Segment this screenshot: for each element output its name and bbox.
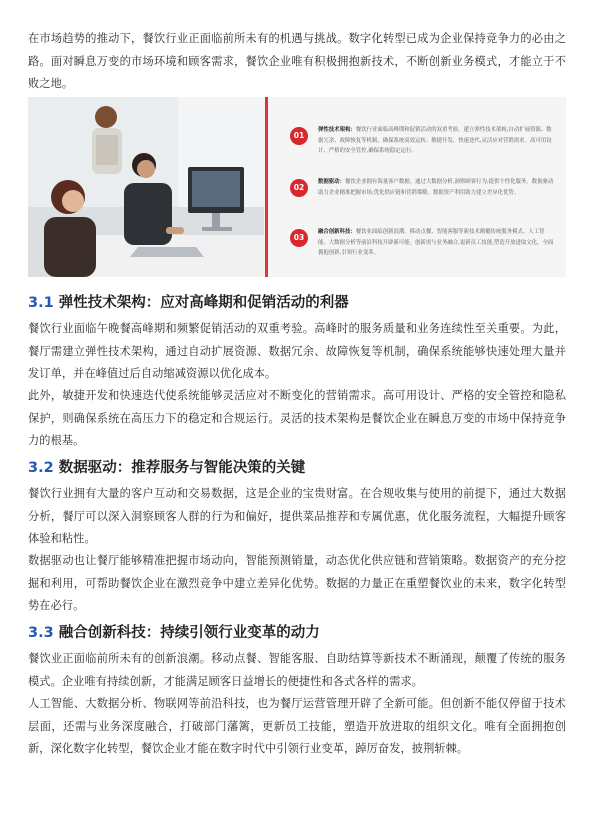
section-3-2-paragraph-1: 餐饮行业拥有大量的客户互动和交易数据，这是企业的宝贵财富。在合规收集与使用的前提下，通过大数据分析，餐厅可以深入洞察顾客人群的行为和偏好，提供菜品推荐和专属优惠，优化服务流程，大幅提升顾客体验和粘性。 <box>28 487 566 545</box>
section-3-3-paragraph-1: 餐饮业正面临前所未有的创新浪潮。移动点餐、智能客服、自助结算等新技术不断涌现，颠覆了传统的服务模式。企业唯有持续创新，才能满足顾客日益增长的便捷性和各式各样的需求。 <box>28 652 566 688</box>
hero-item-text: 餐饮业面临创新浪潮。移动点餐、智能客服等新技术颠覆传统服务模式。人工智能、大数据分析等前沿科技开辟新可能。创新需与业务融合,更新员工技能,塑造开放进取文化。全面拥抱创新,引领行业变革。 <box>318 229 554 256</box>
hero-item-title: 数据驱动： <box>318 179 345 185</box>
section-number: 3.1 <box>28 295 54 311</box>
hero-item-text: 餐饮行业面临高峰期和促销活动的双重考验。建立弹性技术架构,自动扩展资源、数据冗余、故障恢复等机制，确保系统高效运转。敏捷开发、快速迭代,灵活应对营销需求。高可用设计、严格的安全管控,确保系统稳定运行。 <box>318 127 552 154</box>
number-badge: 03 <box>290 229 308 247</box>
number-badge: 02 <box>290 179 308 197</box>
section-heading-3-1 <box>28 293 566 313</box>
section-heading-3-2 <box>28 458 566 478</box>
hero-item-text: 餐饮企业拥有海量客户数据。通过大数据分析,洞察顾客行为,提供个性化服务。数据驱动助力企业精准把握市场,优化供应链和营销策略。数据资产利用助力建立差异化优势。 <box>318 179 554 196</box>
section-3-1-paragraph-1: 餐饮行业面临午晚餐高峰期和频繁促销活动的双重考验。高峰时的服务质量和业务连续性至关重要。为此，餐厅需建立弹性技术架构，通过自动扩展资源、数据冗余、故障恢复等机制，确保系统能够快速处理大量并发订单，并在峰值过后自动缩减资源以优化成本。 <box>28 322 566 380</box>
section-title: 融合创新科技：持续引领行业变革的动力 <box>58 625 320 641</box>
office-team-illustration <box>28 97 264 277</box>
hero-text-panel <box>268 97 566 277</box>
hero-item-title: 融合创新科技： <box>318 229 356 235</box>
section-number: 3.3 <box>28 625 54 641</box>
section-3-3-paragraph-2: 人工智能、大数据分析、物联网等前沿科技，也为餐厅运营管理开辟了全新可能。但创新不能仅停留于技术层面，还需与业务深度融合，打破部门藩篱，更新员工技能，塑造开放进取的组织文化。唯有全面拥抱创新，深化数字化转型，餐饮企业才能在数字时代中引领行业变革，踔厉奋发，披荆斩棘。 <box>28 697 566 755</box>
team-photo <box>28 97 264 277</box>
section-number: 3.2 <box>28 460 54 476</box>
section-title: 数据驱动：推荐服务与智能决策的关键 <box>58 460 306 476</box>
number-badge: 01 <box>290 127 308 145</box>
section-heading-3-3 <box>28 623 566 643</box>
hero-figure <box>28 97 566 277</box>
intro-paragraph: 在市场趋势的推动下，餐饮行业正面临前所未有的机遇与挑战。数字化转型已成为企业保持竞争力的必由之路。面对瞬息万变的市场环境和顾客需求，餐饮企业唯有积极拥抱新技术，不断创新业务模式，才能立于不败之地。 <box>28 32 566 90</box>
section-title: 弹性技术架构：应对高峰期和促销活动的利器 <box>58 295 349 311</box>
section-3-1-paragraph-2: 此外，敏捷开发和快速迭代使系统能够灵活应对不断变化的营销需求。高可用设计、严格的安全管控和隐私保护，则确保系统在高压力下的稳定和合规运行。灵活的技术架构是餐饮企业在瞬息万变的市场中保持竞争力的根基。 <box>28 389 566 447</box>
hero-item-title: 弹性技术架构： <box>318 127 356 133</box>
section-3-2-paragraph-2: 数据驱动也让餐厅能够精准把握市场动向，智能预测销量，动态优化供应链和营销策略。数据资产的充分挖掘和利用，可帮助餐饮企业在激烈竞争中建立差异化优势。数据的力量正在重塑餐饮业的未来，数字化转型势在必行。 <box>28 554 566 612</box>
